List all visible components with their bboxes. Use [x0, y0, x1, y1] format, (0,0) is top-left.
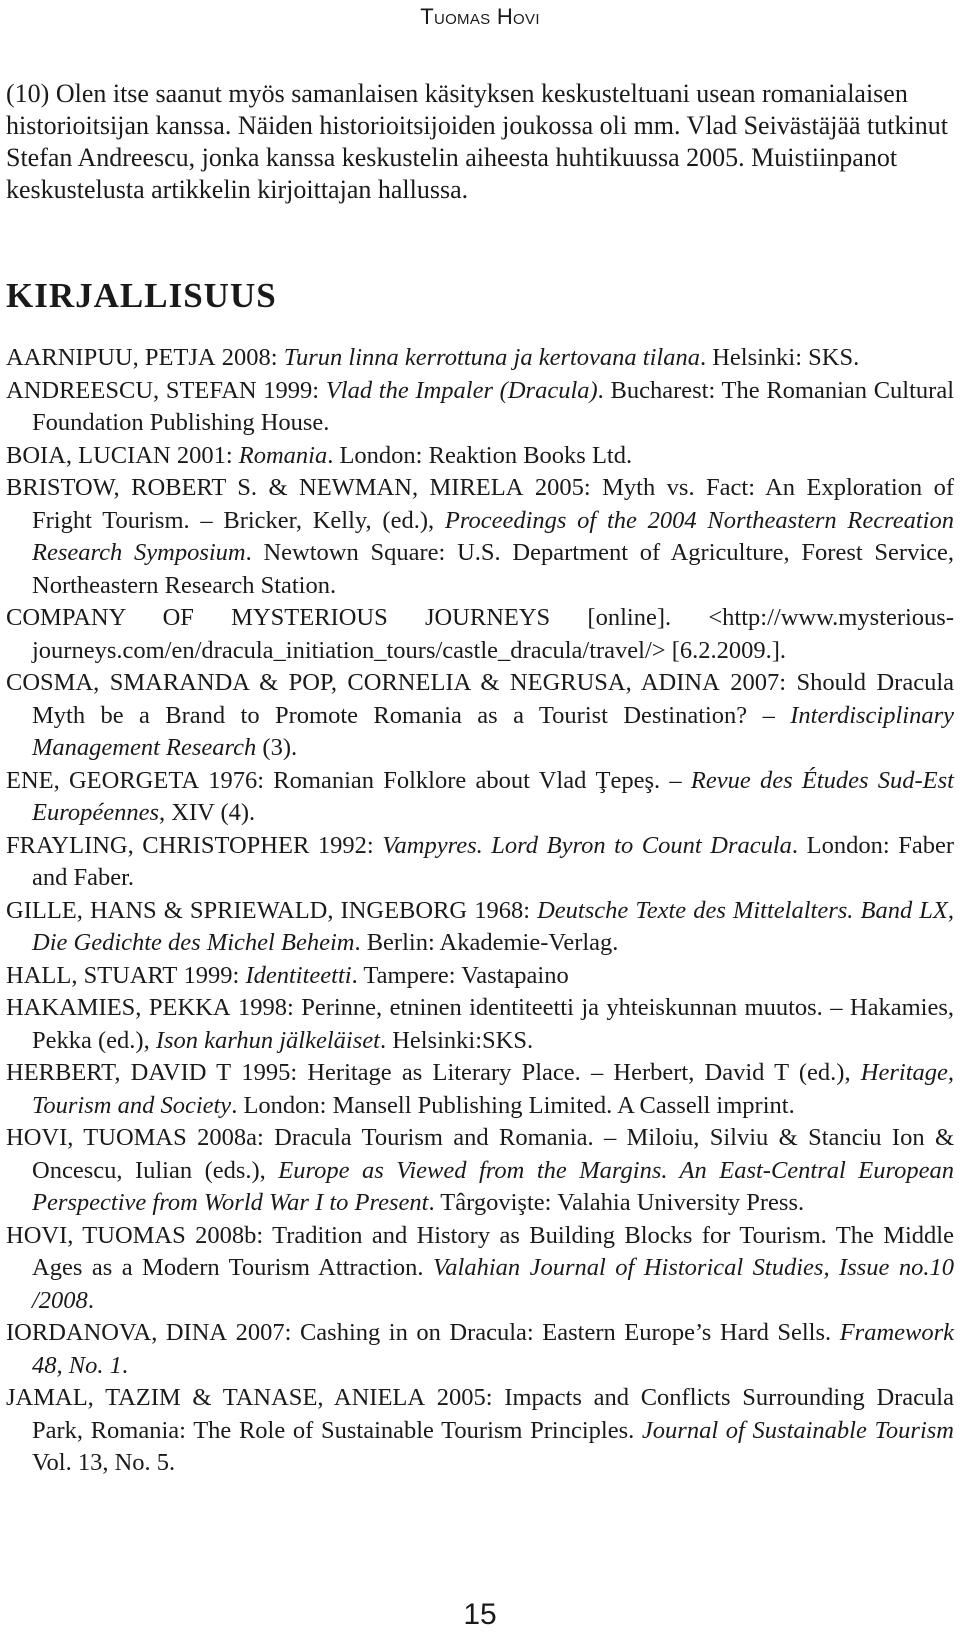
entry-title: Interdisciplinary Management Research — [32, 701, 954, 761]
entry-text: 2005: Impacts and Conflicts Surrounding Dracula Park, Romania: The Role of Sustainable Tourism Principles. — [32, 1384, 954, 1444]
entry-title: Deutsche Texte des Mittelalters. Band LX, Die Gedichte des Michel Beheim — [32, 896, 954, 956]
entry-text: Vol. 13, No. 5. — [32, 1449, 176, 1476]
entry-author: HALL, STUART — [6, 961, 178, 989]
bibliography-entry — [6, 1057, 954, 1122]
entry-text: . London: Reaktion Books Ltd. — [327, 441, 633, 469]
entry-title: Vampyres. Lord Byron to Count Dracula — [382, 831, 792, 859]
bibliography-entry — [6, 1122, 954, 1220]
entry-title: Europe as Viewed from the Margins. An East-Central European Perspective from World War I to Present — [32, 1156, 954, 1216]
bibliography-entry — [6, 1382, 954, 1480]
entry-author: HOVI, TUOMAS — [6, 1124, 187, 1151]
bibliography-entry — [6, 472, 954, 602]
entry-author: HOVI, TUOMAS — [6, 1221, 186, 1249]
entry-text: . Helsinki: SKS. — [699, 344, 860, 371]
page-number: 15 — [463, 1598, 497, 1631]
bibliography-entry — [6, 667, 954, 765]
entry-author: AARNIPUU, PETJA — [6, 344, 216, 371]
entry-author: IORDANOVA, DINA — [6, 1319, 228, 1346]
entry-author: GILLE, HANS & SPRIEWALD, INGEBORG — [6, 896, 468, 924]
entry-text: 2008a: Dracula Tourism and Romania. – Miloiu, Silviu & Stanciu Ion & Oncescu, Iulian (eds.), — [32, 1124, 954, 1184]
entry-title: Heritage, Tourism and Society — [32, 1059, 954, 1119]
entry-text: . Târgovişte: Valahia University Press. — [428, 1189, 805, 1216]
entry-text: 1999: — [256, 376, 326, 404]
entry-text: . Tampere: Vastapaino — [351, 961, 569, 989]
running-head: Tuomas Hovi — [420, 4, 540, 29]
entry-author: HAKAMIES, PEKKA — [6, 994, 231, 1021]
entry-title: Identiteetti — [245, 961, 352, 989]
entry-text: 1968: — [467, 896, 538, 924]
entry-text: 2007: Cashing in on Dracula: Eastern Europe’s Hard Sells. — [227, 1319, 840, 1346]
bibliography-entry — [6, 602, 954, 667]
entry-author: ANDREESCU, STEFAN — [6, 376, 257, 404]
bibliography-entry — [6, 960, 954, 993]
footnote-text: (10) Olen itse saanut myös samanlaisen käsityksen keskusteltuani usean romanialaisen historioitsijan kanssa. Näiden historioitsijoiden joukossa oli mm. Vlad Seivästäjää tutkinut Stefan Andreescu, jonka kanssa keskustelin aiheesta huhtikuussa 2005. Muistiinpanot keskustelusta artikkelin kirjoittajan hallussa. — [6, 79, 948, 204]
entry-author: BRISTOW, ROBERT S. & NEWMAN, MIRELA — [6, 474, 524, 501]
entry-text: 2005: Myth vs. Fact: An Exploration of Fright Tourism. – Bricker, Kelly, (ed.), — [32, 474, 955, 534]
entry-author: JAMAL, TAZIM & TANASE, ANIELA — [6, 1384, 426, 1411]
entry-text: 2008: — [215, 344, 284, 371]
entry-text: . — [121, 1351, 128, 1379]
entry-title: Revue des Études Sud-Est Européennes — [32, 766, 954, 826]
entry-author: HERBERT, DAVID T — [6, 1059, 232, 1086]
entry-title: Romania — [238, 441, 328, 469]
entry-title: Vlad the Impaler (Dracula) — [325, 376, 598, 404]
bibliography-entry — [6, 1220, 954, 1318]
entry-text: (3). — [256, 734, 298, 761]
entry-title: Turun linna kerrottuna ja kertovana tilana — [283, 344, 700, 371]
entry-text: . London: Faber and Faber. — [32, 831, 954, 891]
entry-text: . Berlin: Akademie-Verlag. — [354, 929, 619, 956]
entry-text: 1999: — [177, 961, 246, 989]
entry-author: COSMA, SMARANDA & POP, CORNELIA & NEGRUSA, ADINA — [6, 669, 720, 696]
entry-title: Ison karhun jälkeläiset — [155, 1026, 380, 1054]
entry-author: COMPANY OF MYSTERIOUS JOURNEYS — [6, 604, 551, 631]
entry-title: Framework 48, No. 1 — [32, 1319, 955, 1379]
entry-title: Journal of Sustainable Tourism — [641, 1416, 954, 1444]
section-heading: KIRJALLISUUS — [6, 276, 277, 315]
entry-author: FRAYLING, CHRISTOPHER — [6, 831, 310, 859]
bibliography-entry — [6, 895, 954, 960]
entry-text: [online]. <http://www.mysterious-journeys.com/en/dracula_initiation_tours/castle_dracula/travel/> [6.2.2009.]. — [32, 604, 954, 664]
entry-text: 2001: — [170, 441, 239, 469]
entry-text: , XIV (4). — [159, 799, 256, 826]
entry-text: 1976: Romanian Folklore about Vlad Ţepeş. – — [199, 766, 691, 794]
bibliography-entry — [6, 342, 954, 375]
entry-text: 2008b: Tradition and History as Building Blocks for Tourism. The Middle Ages as a Modern Tourism Attraction. — [32, 1221, 954, 1281]
bibliography-entry — [6, 1317, 954, 1382]
entry-text: 2007: Should Dracula Myth be a Brand to Promote Romania as a Tourist Destination? – — [32, 669, 954, 729]
entry-title: Valahian Journal of Historical Studies, Issue no.10 /2008 — [32, 1254, 954, 1314]
entry-text: . London: Mansell Publishing Limited. A Cassell imprint. — [231, 1091, 795, 1119]
entry-text: . — [87, 1286, 94, 1314]
entry-text: 1992: — [309, 831, 383, 859]
entry-author: BOIA, LUCIAN — [6, 441, 171, 469]
entry-text: 1998: Perinne, etninen identiteetti ja yhteiskunnan muutos. – Hakamies, Pekka (ed.), — [32, 994, 954, 1054]
entry-title: Proceedings of the 2004 Northeastern Recreation Research Symposium — [32, 506, 954, 566]
bibliography-entry — [6, 765, 954, 830]
bibliography-entry — [6, 830, 954, 895]
entry-text: 1995: Heritage as Literary Place. – Herbert, David T (ed.), — [231, 1059, 861, 1086]
bibliography-list — [6, 342, 954, 1480]
footnote — [6, 78, 951, 206]
bibliography-entry — [6, 992, 954, 1057]
bibliography-entry — [6, 440, 954, 473]
bibliography-entry — [6, 375, 954, 440]
entry-text: . Newtown Square: U.S. Department of Agriculture, Forest Service, Northeastern Research Station. — [32, 539, 954, 599]
entry-text: . Helsinki:SKS. — [379, 1026, 534, 1054]
entry-text: . Bucharest: The Romanian Cultural Foundation Publishing House. — [32, 376, 955, 436]
entry-author: ENE, GEORGETA — [6, 766, 200, 794]
